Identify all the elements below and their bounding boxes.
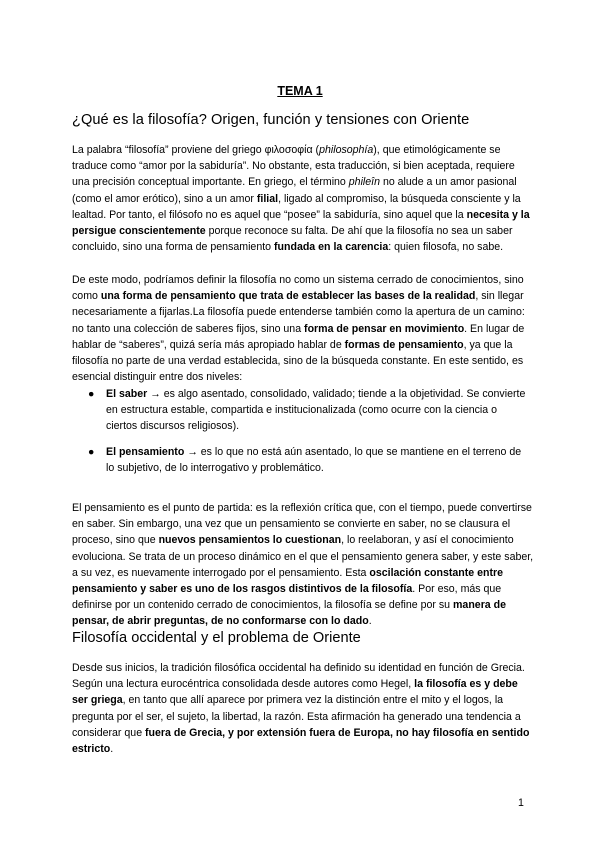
bold-term: fuera de Grecia, y por extensión fuera de Europa, no hay filosofía en sentido estricto (72, 726, 530, 756)
section-heading-western-philosophy: Filosofía occidental y el problema de Oriente (72, 630, 361, 646)
bold-term: El pensamiento (106, 446, 185, 458)
paragraph-definition (72, 272, 534, 385)
text-run: El pensamiento es el punto de partida: es la reflexión crítica que, con el tiempo, puede convertirse en saber. Sin embargo, una vez que un pensamiento se convierte en saber, no se clausura el proceso, sino que (72, 502, 532, 547)
text-run: . (368, 615, 372, 628)
list-item-text (106, 444, 528, 476)
text-run: → es lo que no está aún asentado, lo que se mantiene en el terreno de lo subjetivo, de lo interrogativo y problemático. (106, 446, 522, 475)
paragraph-thought-and-knowledge (72, 500, 534, 630)
italic-term: philosophía (319, 144, 374, 156)
bold-term: filial (256, 192, 279, 205)
list-item-text (106, 386, 528, 435)
bullet-icon: ● (88, 446, 95, 458)
text-run: De este modo, podríamos definir la filosofía no como un sistema cerrado de conocimientos, sino como (72, 274, 524, 303)
text-run: . (110, 743, 114, 756)
bold-term: manera de pensar, de abrir preguntas, de no conformarse con lo dado (72, 599, 507, 628)
bold-term: una forma de pensamiento que trata de establecer las bases de la realidad (100, 290, 476, 303)
bold-term: fundada en la carencia (274, 241, 389, 254)
bold-term: oscilación constante entre pensamiento y saber es uno de los rasgos distintivos de la filosofía (72, 566, 504, 596)
text-run: porque reconoce su falta. De ahí que la filosofía no sea un saber concluido, sino una forma de pensamiento (72, 225, 513, 254)
list-item-pensamiento (88, 444, 528, 476)
text-run: , sin llegar necesariamente a fijarlas.La filosofía puede entenderse también como la apertura de un camino: no tanto una colección de saberes fijos, sino una (72, 290, 525, 335)
chapter-title: TEMA 1 (277, 84, 323, 98)
bold-term: la filosofía es y debe ser griega (72, 678, 518, 707)
bold-term: nuevos pensamientos lo cuestionan (158, 534, 342, 547)
list-item-saber (88, 386, 528, 435)
bullet-icon: ● (88, 388, 95, 400)
text-run: ), que etimológicamente se traduce como “amor por la sabiduría”. No obstante, esta traducción, si bien aceptada, requiere una precisión conceptual importante. En griego, el término (72, 144, 515, 189)
bold-term: necesita y la persigue conscientemente (72, 208, 530, 238)
text-run: , lo reelaboran, y así el conocimiento evoluciona. Se trata de un proceso dinámico en el que el pensamiento genera saber, y este saber, a su vez, es nuevamente interrogado por el pensamiento. Esta (72, 534, 534, 579)
page-number: 1 (518, 797, 524, 809)
text-run: La palabra “filosofía” proviene del griego φιλοσοφία ( (72, 144, 320, 156)
text-run: → es algo asentado, consolidado, validado; tiende a la objetividad. Se convierte en estructura estable, compartida e institucionalizada (como ocurre con la ciencia o ciertos discursos religiosos). (106, 388, 526, 433)
bold-term: forma de pensar en movimiento (304, 322, 465, 335)
text-run: , ya que la filosofía no parte de una verdad establecida, sino de la búsqueda constante. En este sentido, es esencial distinguir entre dos niveles: (72, 338, 524, 384)
text-run: , ligado al compromiso, la búsqueda consciente y la lealtad. Por tanto, el filósofo no es aquel que “posee” la sabiduría, sino aquel que la (72, 192, 521, 221)
text-run: Desde sus inicios, la tradición filosófica occidental ha definido su identidad en función de Grecia. Según una lectura eurocéntrica consolidada desde autores como Hegel, (72, 662, 525, 691)
text-run: . Por eso, más que definirse por un contenido cerrado de conocimientos, la filosofía se define por su (72, 583, 502, 612)
italic-term: phileîn (348, 176, 380, 189)
paragraph-eurocentrism (72, 660, 534, 757)
paragraph-etymology (72, 142, 534, 255)
section-heading-what-is-philosophy: ¿Qué es la filosofía? Origen, función y tensiones con Oriente (72, 112, 470, 128)
text-run: . En lugar de hablar de “saberes”, quizá sería más apropiado hablar de (72, 322, 525, 351)
bold-term: formas de pensamiento (344, 338, 464, 351)
bold-term: El saber (106, 388, 148, 400)
text-run: no alude a un amor pasional (como el amor erótico), sino a un amor (72, 176, 517, 205)
text-run: , en tanto que allí aparece por primera vez la distinción entre el mito y el logos, la pregunta por el ser, el sujeto, la libertad, la razón. Esta afirmación ha generado una tendencia a considerar que (72, 694, 521, 739)
text-run: : quien filosofa, no sabe. (388, 241, 504, 254)
